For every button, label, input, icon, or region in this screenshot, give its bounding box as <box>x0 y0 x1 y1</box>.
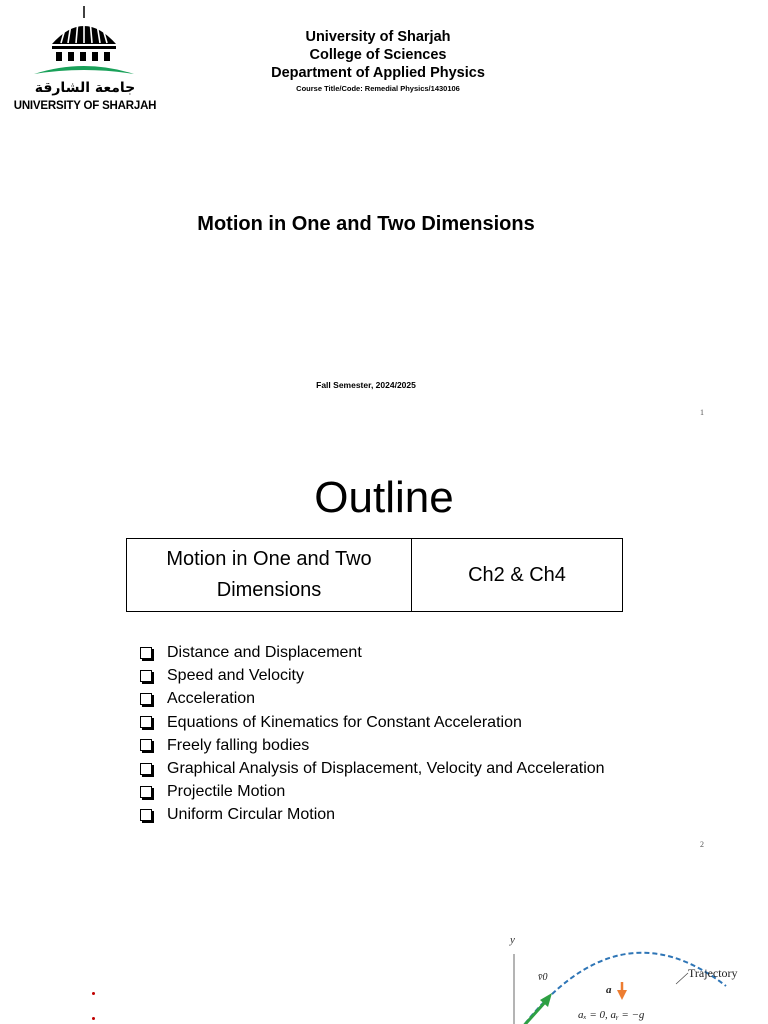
checkbox-bullet-icon <box>140 670 152 682</box>
list-item-label: Equations of Kinematics for Constant Acceleration <box>167 713 522 731</box>
projectile-diagram <box>500 930 768 1024</box>
list-item <box>140 803 605 826</box>
title-slide <box>0 0 768 430</box>
page-number: 1 <box>700 408 704 417</box>
checkbox-bullet-icon <box>140 763 152 775</box>
list-item-label: Projectile Motion <box>167 783 286 801</box>
acceleration-label: a <box>606 984 612 996</box>
list-item-label: Freely falling bodies <box>167 736 310 754</box>
outline-list <box>140 641 605 827</box>
university-name: University of Sharjah <box>305 29 451 45</box>
page-number: 2 <box>700 840 704 849</box>
acceleration-arrowhead-icon <box>617 990 627 1000</box>
list-item-label: Speed and Velocity <box>167 667 304 685</box>
department-name: Department of Applied Physics <box>271 65 485 81</box>
bullet-dot-icon <box>92 1017 95 1020</box>
list-item <box>140 757 605 780</box>
velocity-vector <box>520 1000 547 1024</box>
table-row <box>127 539 623 612</box>
chapter-table <box>126 538 623 612</box>
outline-slide <box>0 430 768 860</box>
checkbox-bullet-icon <box>140 739 152 751</box>
university-logo <box>12 6 158 114</box>
lecture-title: Motion in One and Two Dimensions <box>197 213 535 235</box>
list-item-label: Acceleration <box>167 690 256 708</box>
checkbox-bullet-icon <box>140 786 152 798</box>
institution-header <box>230 28 526 95</box>
list-item <box>140 780 605 803</box>
outline-title: Outline <box>314 473 454 522</box>
college-name: College of Sciences <box>309 47 447 63</box>
list-item <box>140 711 605 734</box>
chapters-cell: Ch2 & Ch4 <box>412 539 623 612</box>
list-item <box>140 641 605 664</box>
acceleration-equation: aₓ = 0, aᵧ = −g <box>578 1009 645 1021</box>
trajectory-label: Trajectory <box>688 966 738 980</box>
list-item-label: Distance and Displacement <box>167 644 362 661</box>
list-item-label: Uniform Circular Motion <box>167 806 336 824</box>
y-axis-label: y <box>510 934 515 946</box>
velocity-label: v̄0 <box>538 972 548 983</box>
list-item <box>140 664 605 687</box>
course-code: Course Title/Code: Remedial Physics/1430106 <box>296 84 460 93</box>
dome-emblem-icon <box>12 6 158 82</box>
semester-label: Fall Semester, 2024/2025 <box>316 380 416 390</box>
checkbox-bullet-icon <box>140 809 152 821</box>
list-item <box>140 687 605 710</box>
checkbox-bullet-icon <box>140 716 152 728</box>
bullet-dot-icon <box>92 992 95 995</box>
list-item-label: Graphical Analysis of Displacement, Velocity and Acceleration <box>167 760 605 778</box>
logo-arabic-name: جامعة الشارقة <box>34 80 136 96</box>
checkbox-bullet-icon <box>140 693 152 705</box>
trajectory-leader-line <box>676 973 688 984</box>
checkbox-bullet-icon <box>140 647 152 659</box>
logo-english-name: UNIVERSITY OF SHARJAH <box>13 100 157 112</box>
topic-cell: Motion in One and Two Dimensions <box>127 539 412 612</box>
list-item <box>140 734 605 757</box>
projectile-slide <box>0 860 768 1024</box>
